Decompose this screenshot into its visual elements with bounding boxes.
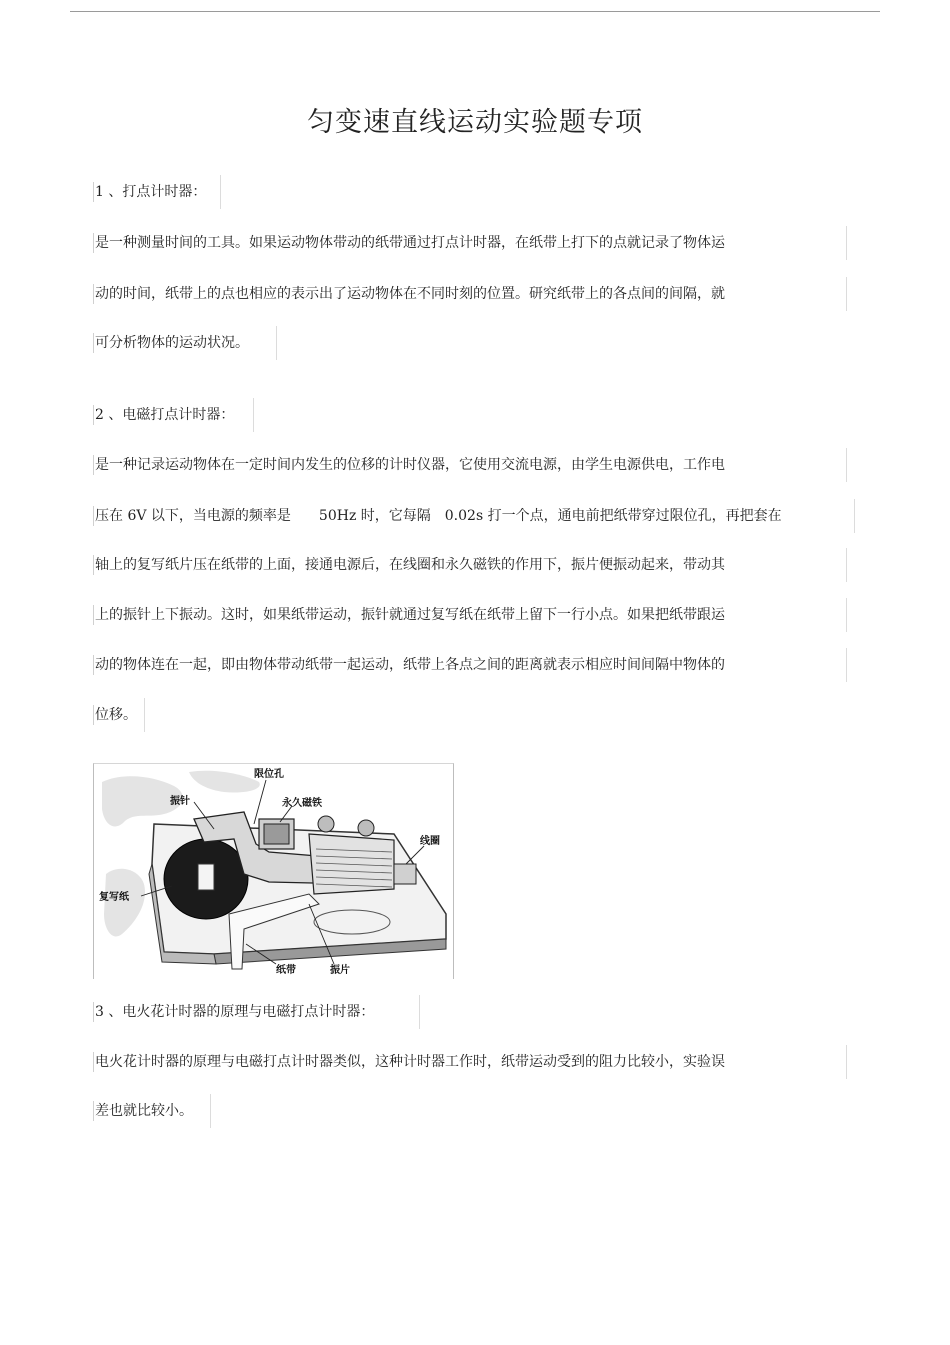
section-3-line-1: 电火花计时器的原理与电磁打点计时器类似，这种计时器工作时，纸带运动受到的阻力比较小，实验误 bbox=[93, 1052, 725, 1072]
label-limit-hole: 限位孔 bbox=[254, 769, 284, 780]
timer-diagram-svg bbox=[94, 764, 453, 979]
section-2-heading: 2 、电磁打点计时器： bbox=[93, 405, 234, 425]
section-1-line-3: 可分析物体的运动状况。 bbox=[93, 333, 249, 353]
label-vibrator: 振片 bbox=[330, 965, 350, 976]
label-coil: 线圈 bbox=[420, 836, 440, 847]
section-1-heading: 1 、打点计时器： bbox=[93, 182, 206, 202]
section-3-heading: 3 、电火花计时器的原理与电磁打点计时器： bbox=[93, 1002, 374, 1022]
section-2-line-2: 压在 6V 以下，当电源的频率是 50Hz 时，它每隔 0.02s 打一个点，通电前把纸带穿过限位孔，再把套在 bbox=[93, 506, 782, 526]
section-1-line-2: 动的时间，纸带上的点也相应的表示出了运动物体在不同时刻的位置。研究纸带上的各点间的间隔，就 bbox=[93, 284, 725, 304]
section-2-line-5: 动的物体连在一起，即由物体带动纸带一起运动，纸带上各点之间的距离就表示相应时间间隔中物体的 bbox=[93, 655, 725, 675]
timer-diagram bbox=[93, 763, 454, 979]
page-title: 匀变速直线运动实验题专项 bbox=[307, 107, 643, 138]
top-rule bbox=[70, 11, 880, 12]
section-2-line-6: 位移。 bbox=[93, 705, 137, 725]
section-2-line-3: 轴上的复写纸片压在纸带的上面，接通电源后，在线圈和永久磁铁的作用下，振片便振动起来，带动其 bbox=[93, 555, 725, 575]
section-2-line-1: 是一种记录运动物体在一定时间内发生的位移的计时仪器，它使用交流电源，由学生电源供电，工作电 bbox=[93, 455, 725, 475]
section-3-line-2: 差也就比较小。 bbox=[93, 1101, 193, 1121]
section-2-line-4: 上的振针上下振动。这时，如果纸带运动，振针就通过复写纸在纸带上留下一行小点。如果把纸带跟运 bbox=[93, 605, 725, 625]
label-magnet: 永久磁铁 bbox=[282, 798, 322, 809]
section-1-line-1: 是一种测量时间的工具。如果运动物体带动的纸带通过打点计时器，在纸带上打下的点就记录了物体运 bbox=[93, 233, 725, 253]
label-needle: 振针 bbox=[170, 796, 190, 807]
label-carbon-paper: 复写纸 bbox=[99, 892, 129, 903]
label-tape: 纸带 bbox=[276, 965, 296, 976]
